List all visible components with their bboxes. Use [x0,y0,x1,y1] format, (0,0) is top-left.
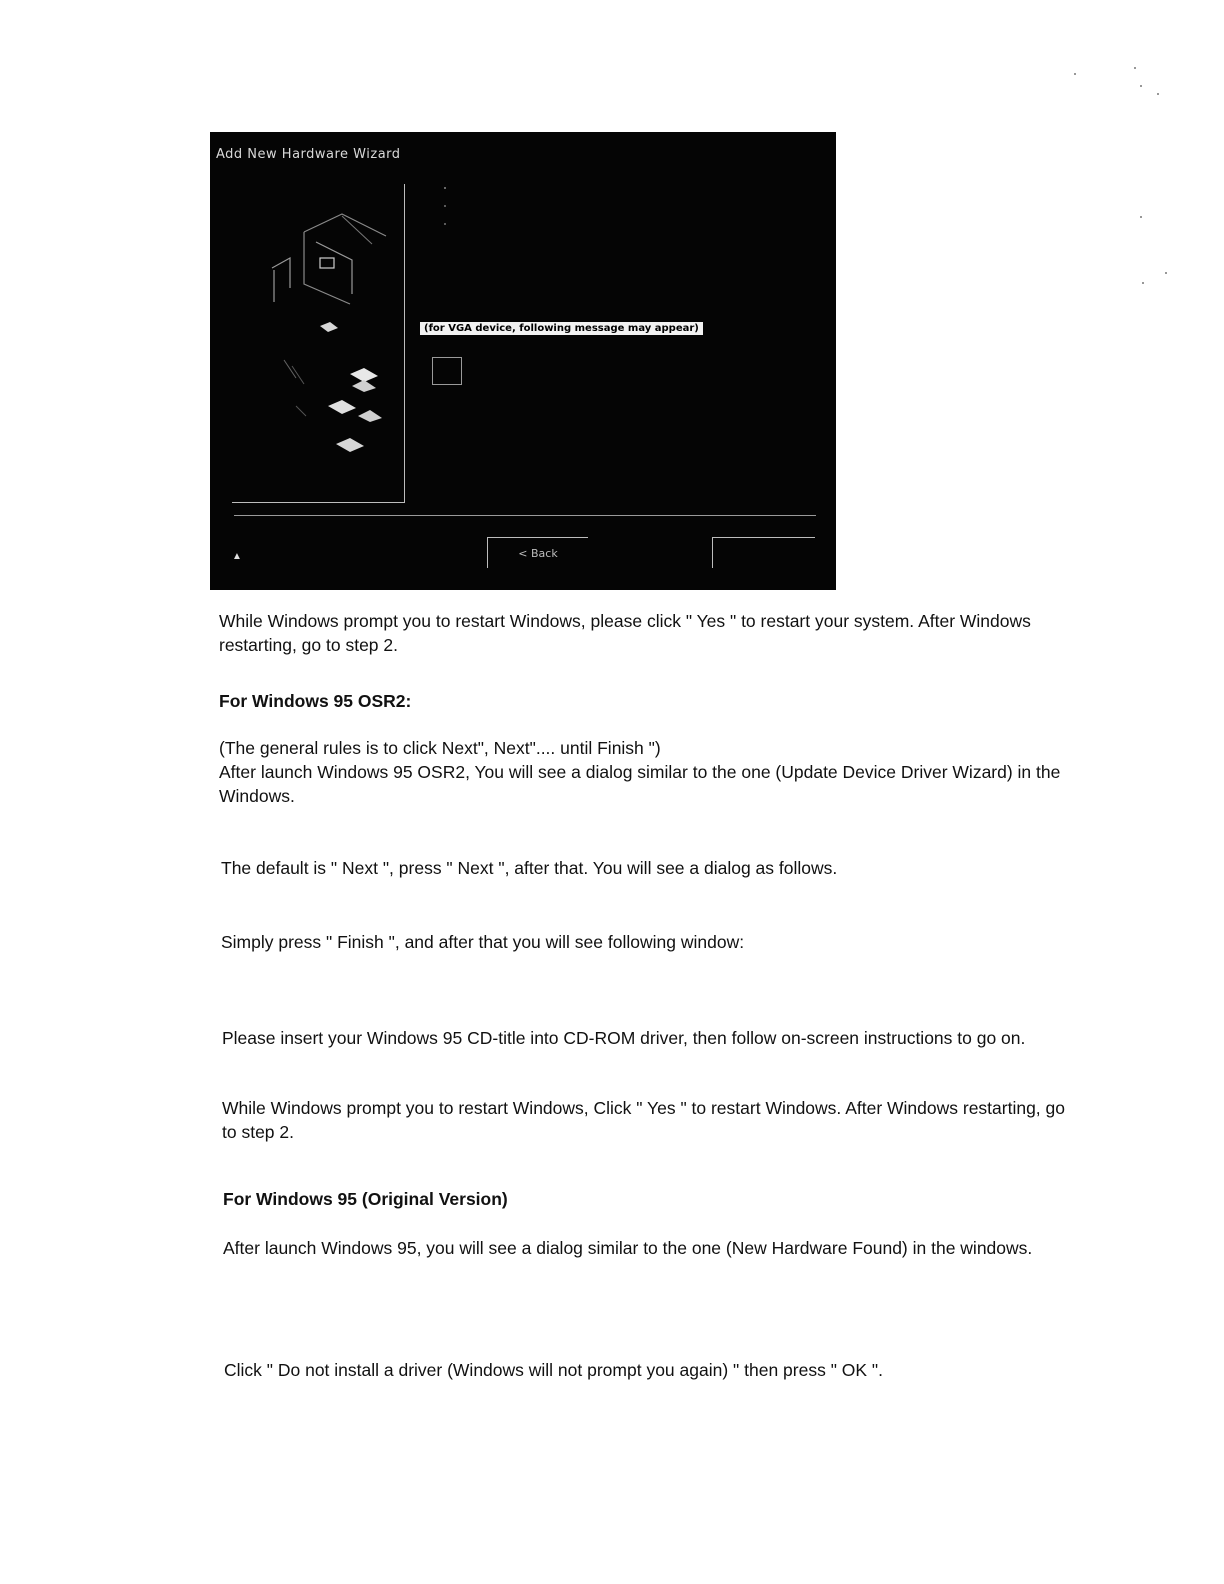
back-button[interactable]: < Back [487,537,588,568]
scan-speck [1134,67,1136,69]
finish-text: Simply press " Finish ", and after that you will see following window: [221,932,745,952]
wizard-text-remnant [443,184,447,230]
pointer-icon: ▲ [232,551,242,562]
scan-speck [1140,85,1142,87]
original-launch-text: After launch Windows 95, you will see a dialog similar to the one (New Hardware Found) in the windows. [223,1238,1033,1258]
wizard-separator [234,515,816,516]
computer-illustration-icon [232,184,404,502]
wizard-screenshot [210,132,836,590]
scan-speck [1165,272,1167,274]
original-version-heading: For Windows 95 (Original Version) [223,1189,508,1209]
do-not-install-text: Click " Do not install a driver (Windows will not prompt you again) " then press " OK ". [224,1360,883,1380]
wizard-title: Add New Hardware Wizard [216,147,401,162]
wizard-illustration-pane [232,184,405,503]
osr2-launch-text: After launch Windows 95 OSR2, You will see a dialog similar to the one (Update Device Driver Wizard) in the Windows. [219,762,1061,806]
default-next-text: The default is " Next ", press " Next ", after that. You will see a dialog as follows. [221,858,838,878]
insert-cd-text: Please insert your Windows 95 CD-title into CD-ROM driver, then follow on-screen instructions to go on. [222,1028,1026,1048]
scan-speck [1157,93,1159,95]
scan-speck [1074,73,1076,75]
scan-speck [1140,216,1142,218]
restart-instruction-2: While Windows prompt you to restart Windows, Click " Yes " to restart Windows. After Windows restarting, go to step 2. [222,1098,1065,1142]
device-icon [432,357,462,385]
next-button[interactable] [712,537,815,568]
vga-note: (for VGA device, following message may appear) [420,322,703,335]
scan-speck [1142,282,1144,284]
osr2-heading: For Windows 95 OSR2: [219,691,412,711]
restart-instruction: While Windows prompt you to restart Windows, please click " Yes " to restart your system. After Windows restarting, go to step 2. [219,611,1031,655]
general-rule: (The general rules is to click Next", Next".... until Finish ") [219,738,661,758]
